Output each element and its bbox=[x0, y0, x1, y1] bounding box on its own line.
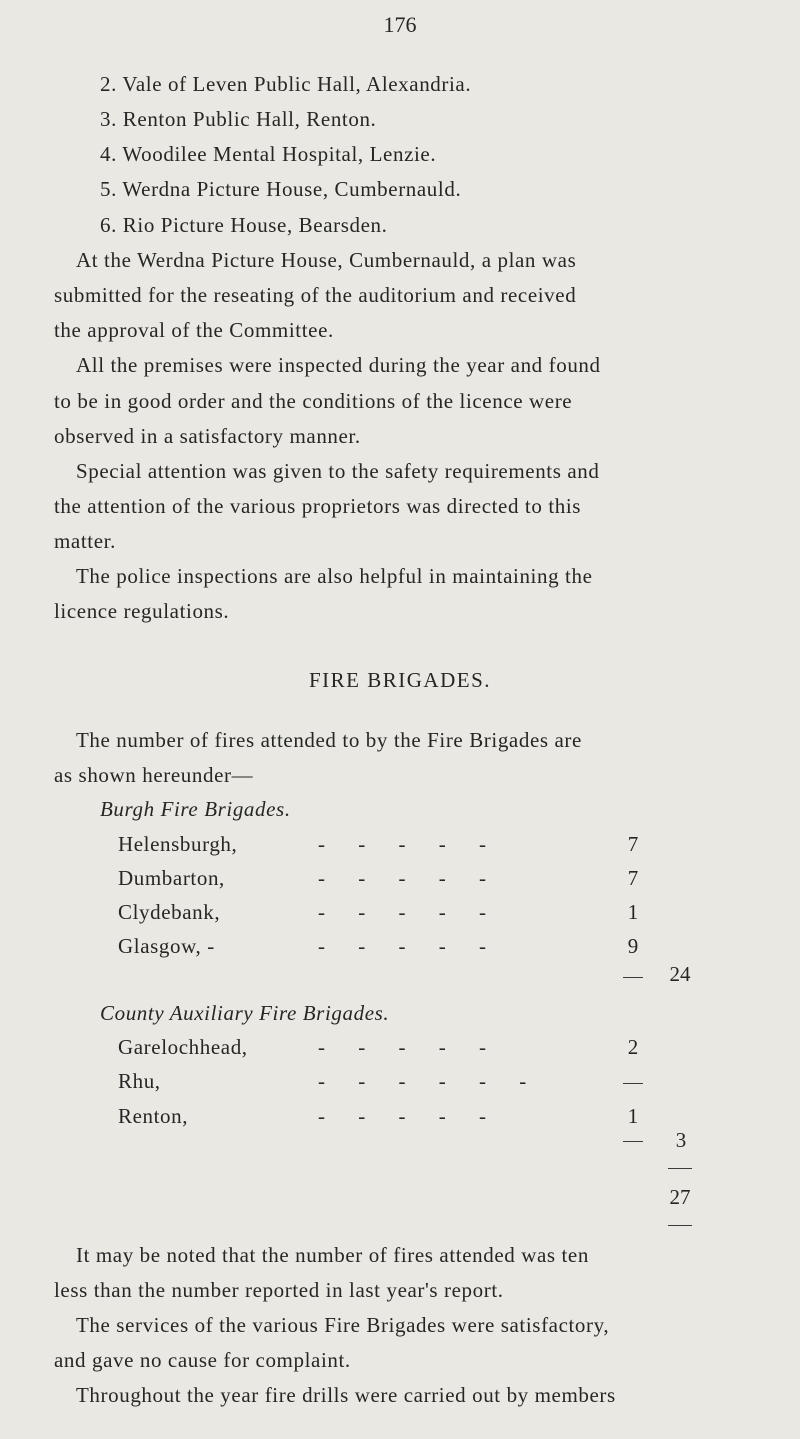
paragraph-line: All the premises were inspected during the year and found bbox=[76, 353, 601, 377]
page-number: 176 bbox=[383, 12, 417, 37]
subtotal-rule bbox=[623, 1141, 643, 1142]
paragraph-line: The number of fires attended to by the Fire Brigades are bbox=[76, 728, 582, 752]
nil-rule bbox=[623, 1083, 643, 1084]
burgh-total: 24 bbox=[669, 962, 691, 986]
brigade-name: Glasgow, - bbox=[118, 934, 215, 958]
venue-item: 4. Woodilee Mental Hospital, Lenzie. bbox=[100, 142, 437, 166]
county-total: 3 bbox=[675, 1128, 687, 1152]
paragraph-line: to be in good order and the conditions of the licence were bbox=[54, 389, 573, 413]
fire-count: 7 bbox=[627, 866, 639, 890]
brigade-name: Dumbarton, bbox=[118, 866, 225, 890]
paragraph-line: The police inspections are also helpful in maintaining the bbox=[76, 564, 593, 588]
paragraph-line: the attention of the various proprietors was directed to this bbox=[54, 494, 582, 518]
venue-item: 5. Werdna Picture House, Cumbernauld. bbox=[100, 177, 462, 201]
leader-dots: - - - - - bbox=[318, 832, 500, 856]
brigade-name: Garelochhead, bbox=[118, 1035, 248, 1059]
paragraph-line: matter. bbox=[54, 529, 116, 553]
venue-item: 2. Vale of Leven Public Hall, Alexandria. bbox=[100, 72, 472, 96]
paragraph-line: observed in a satisfactory manner. bbox=[54, 424, 361, 448]
leader-dots: - - - - - bbox=[318, 900, 500, 924]
paragraph-line: as shown hereunder— bbox=[54, 763, 254, 787]
fire-count: 1 bbox=[627, 1104, 639, 1128]
paragraph-line: It may be noted that the number of fires attended was ten bbox=[76, 1243, 589, 1267]
paragraph-line: and gave no cause for complaint. bbox=[54, 1348, 351, 1372]
total-rule bbox=[668, 1225, 692, 1226]
fire-count: 1 bbox=[627, 900, 639, 924]
county-heading: County Auxiliary Fire Brigades. bbox=[100, 1001, 390, 1025]
paragraph-line: submitted for the reseating of the auditorium and received bbox=[54, 283, 577, 307]
leader-dots: - - - - - bbox=[318, 866, 500, 890]
paragraph-line: the approval of the Committee. bbox=[54, 318, 334, 342]
fire-count: 9 bbox=[627, 934, 639, 958]
leader-dots: - - - - - bbox=[318, 1104, 500, 1128]
paragraph-line: Throughout the year fire drills were carried out by members bbox=[76, 1383, 616, 1407]
fire-count: 7 bbox=[627, 832, 639, 856]
subtotal-rule bbox=[623, 977, 643, 978]
leader-dots: - - - - - - bbox=[318, 1069, 541, 1093]
paragraph-line: At the Werdna Picture House, Cumbernauld, a plan was bbox=[76, 248, 577, 272]
brigade-name: Clydebank, bbox=[118, 900, 221, 924]
brigade-name: Rhu, bbox=[118, 1069, 161, 1093]
paragraph-line: licence regulations. bbox=[54, 599, 230, 623]
paragraph-line: Special attention was given to the safety requirements and bbox=[76, 459, 600, 483]
burgh-heading: Burgh Fire Brigades. bbox=[100, 797, 291, 821]
paragraph-line: less than the number reported in last year's report. bbox=[54, 1278, 504, 1302]
venue-item: 3. Renton Public Hall, Renton. bbox=[100, 107, 377, 131]
fire-count: 2 bbox=[627, 1035, 639, 1059]
section-heading: FIRE BRIGADES. bbox=[308, 668, 492, 692]
brigade-name: Helensburgh, bbox=[118, 832, 238, 856]
grand-total: 27 bbox=[669, 1185, 691, 1209]
paragraph-line: The services of the various Fire Brigades were satisfactory, bbox=[76, 1313, 610, 1337]
brigade-name: Renton, bbox=[118, 1104, 189, 1128]
venue-item: 6. Rio Picture House, Bearsden. bbox=[100, 213, 388, 237]
total-rule bbox=[668, 1168, 692, 1169]
leader-dots: - - - - - bbox=[318, 934, 500, 958]
leader-dots: - - - - - bbox=[318, 1035, 500, 1059]
